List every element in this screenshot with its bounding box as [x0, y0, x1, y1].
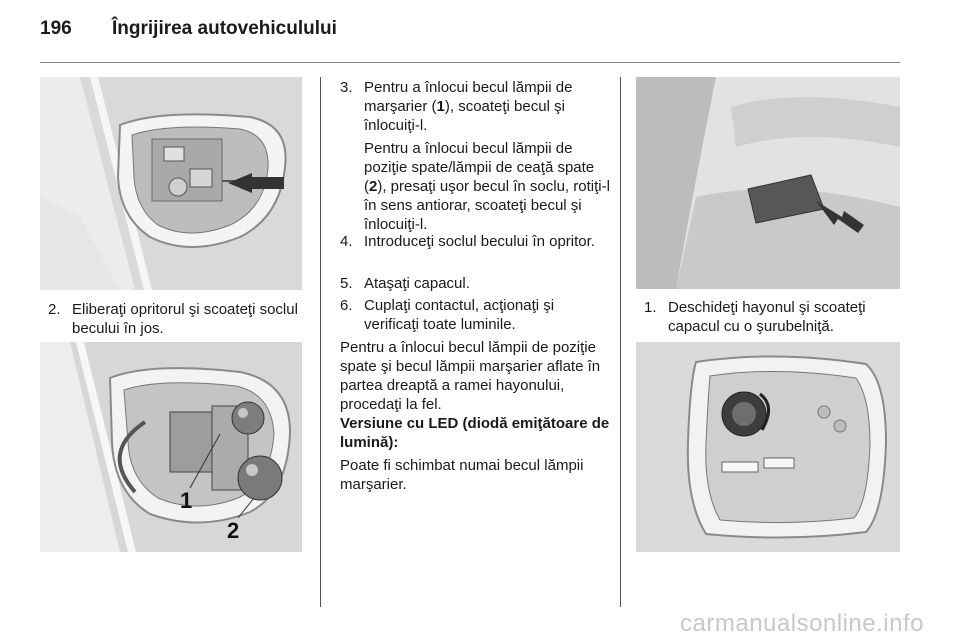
step-text: Cuplaţi contactul, acţionaţi şi verificaţi toate luminile. [364, 297, 555, 333]
step-6 [340, 296, 610, 334]
step-number: 1. [644, 299, 657, 316]
page-title: Îngrijirea autovehiculului [112, 18, 337, 39]
step-number: 2. [48, 301, 61, 318]
watermark: carmanualsonline.info [680, 610, 924, 637]
step-text: Introduceţi soclul becului în opritor. [364, 233, 595, 250]
led-heading: Versiune cu LED (diodă emiţătoare de lumină): [340, 415, 610, 451]
column-divider-right [620, 77, 621, 607]
step-1 [644, 298, 900, 336]
step-text: Eliberaţi opritorul şi scoateţi soclul becului în jos. [72, 301, 298, 337]
step-text: Ataşaţi capacul. [364, 275, 470, 292]
step-number: 3. [340, 79, 353, 96]
figure-open-cover [636, 342, 900, 552]
step-number: 6. [340, 297, 353, 314]
step-3 [340, 78, 610, 234]
step-number: 5. [340, 275, 353, 292]
step-number: 4. [340, 233, 353, 250]
page-header [40, 18, 900, 48]
step-3-paragraph-a: Pentru a înlocui becul lămpii de marşarier (1), scoateţi becul şi înlocuiţi-l. [364, 79, 573, 134]
column-divider-left [320, 77, 321, 607]
step-2 [48, 300, 310, 338]
step-text: Deschideţi hayonul şi scoateţi capacul cu o şurubelniţă. [668, 299, 866, 335]
led-text: Poate fi schimbat numai becul lămpii marşarier. [340, 457, 584, 493]
figure-label-1: 1 [180, 488, 193, 513]
figure-label-2: 2 [227, 518, 240, 543]
step-5 [340, 274, 610, 293]
figure-lamp-housing [40, 77, 302, 290]
step-text [364, 78, 610, 234]
figure-tailgate-cover [636, 77, 900, 289]
step-4 [340, 232, 610, 251]
step-3-paragraph-b: Pentru a înlocui becul lămpii de poziţie spate/lămpii de ceaţă spate (2), presaţi uşor becul în soclu, rotiţi-l în sens antiorar, scoateţi becul şi înlocuiţi-l. [364, 140, 610, 233]
page-number: 196 [40, 18, 72, 39]
paragraph-right-side-note: Pentru a înlocui becul lămpii de poziţie spate şi becul lămpii marşarier aflate în partea dreaptă a ramei hayonului, procedaţi la fel. [340, 339, 601, 413]
figure-bulb-socket [40, 342, 302, 552]
header-rule [40, 62, 900, 63]
